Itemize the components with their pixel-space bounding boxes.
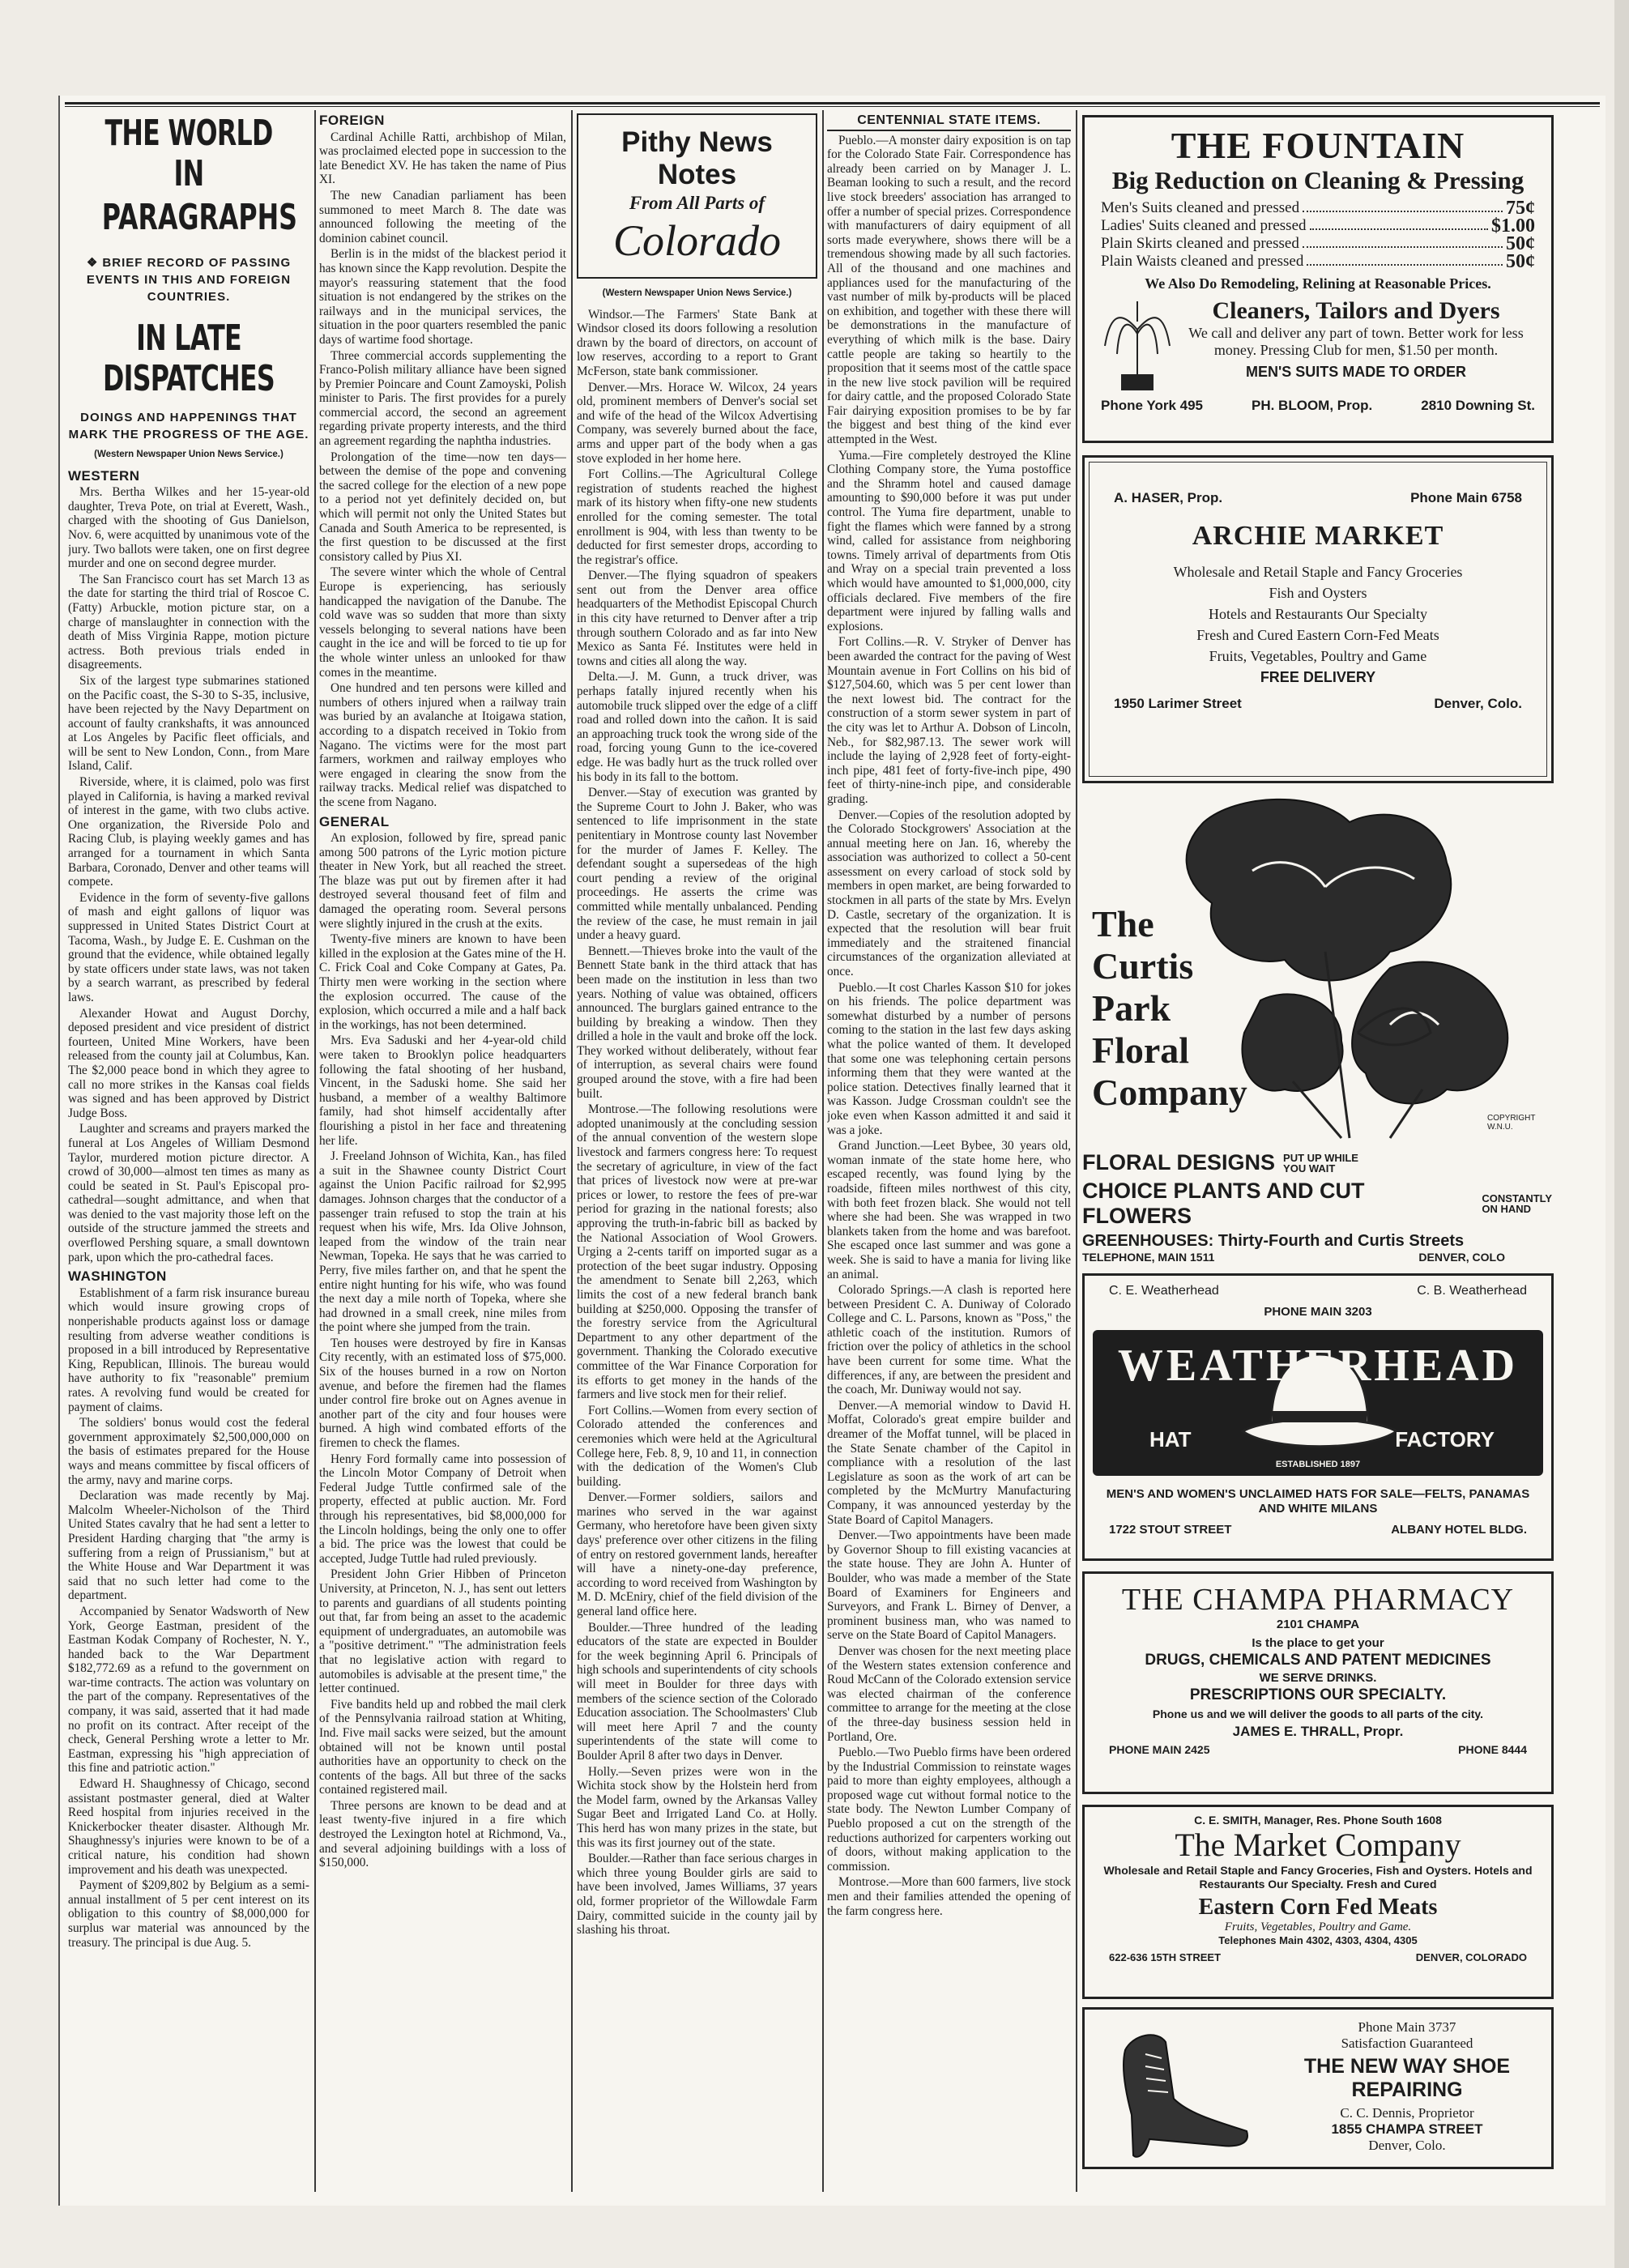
- article-paragraph: Delta.—J. M. Gunn, a truck driver, was perhaps fatally injured recently when his automobile truck slipped over the edge of a cliff road and rolled down into the cañon. It is said an approaching truck took the wrong side of the road, forcing young Gunn to the ice-covered edge. He was badly hurt as the truck rolled over his body in its fall to the bottom.: [577, 670, 817, 784]
- curtis-word: The: [1092, 903, 1154, 944]
- leader-dots: [1303, 199, 1503, 212]
- centennial-articles: [827, 134, 1071, 1919]
- leader-dots: [1310, 217, 1488, 230]
- article-paragraph: The soldiers' bonus would cost the federal government approximately $2,500,000,000 on the basis of estimates prepared for the House ways and means committee by fiscal officers of the army, navy and marine corps.: [68, 1416, 309, 1487]
- fountain-price-list: [1085, 194, 1551, 271]
- champa-line: Is the place to get your: [1252, 1636, 1384, 1650]
- article-paragraph: Pueblo.—Two Pueblo firms have been ordered by the Industrial Commission to reinstate wages paid to more than eighty employees, although a proposed wage cut without formal notice to the state body. The Newton Lumber Company of Pueblo proposed a cut on the strength of the reductions authorized for carpenters working out of doors, without making application to the commission.: [827, 1746, 1071, 1874]
- price-label: Plain Skirts cleaned and pressed: [1101, 235, 1299, 252]
- ad-archie-market: [1082, 455, 1554, 783]
- champa-prop: JAMES E. THRALL, Propr.: [1232, 1724, 1404, 1739]
- ad-market-company: [1082, 1805, 1554, 1999]
- price-label: Men's Suits cleaned and pressed: [1101, 199, 1300, 216]
- article-paragraph: Denver.—Stay of execution was granted by the Supreme Court to John J. Baker, who was sentenced to life imprisonment in the state penitentiary in Montrose county last November for the murder of James F. Kelley. The defendant sought a supersedeas of the high court pending a review of the original proceedings. He asserts the crime was committed while mentally unbalanced. Pending the review of the case, he must remain in jail under a heavy guard.: [577, 786, 817, 943]
- curtis-word: Park: [1092, 987, 1171, 1029]
- article-paragraph: Grand Junction.—Leet Bybee, 30 years old, woman inmate of the state home here, who escaped recently, was found lying by the roadside, fifteen miles northwest of this city, with both feet frozen black. She would not tell where she had been. She was wrapped in two blankets taken from the home and was barefoot. She escaped once last summer and was gone a week. She is said to have a mania for living like an animal.: [827, 1139, 1071, 1281]
- article-paragraph: Montrose.—More than 600 farmers, live stock men and their families attended the opening of the farm congress here.: [827, 1875, 1071, 1918]
- pithy-news-box: [577, 113, 817, 279]
- column-foreign-general: [319, 113, 566, 2195]
- curtis-signature: COPYRIGHT W.N.U.: [1487, 1114, 1536, 1132]
- article-paragraph: Pueblo.—A monster dairy exposition is on tap for the Colorado State Fair. Correspondence has already been carried on by Manager J. L. Beaman looking to such a result, and the record live stock breeders' association has arranged to offer a number of special prizes. Correspondence with manufacturers of dairy equipment of all sorts made everywhere, shows there will be a tremendous showing made by all such factories. All of the thousand and one machines and appliances used for the manufacturing of the vast number of milk by-products will be placed on exhibition, and together with these there will be demonstrations in the manufacture of everything of which milk is the base. Dairy cattle people are taking so heartily to the proposition that it seems most of the cattle space in the new live stock pavilion will be required for dairy cattle, and the proposed Colorado State Fair dairying exposition promises to be by far the biggest and best thing of the kind ever attempted in the West.: [827, 133, 1071, 447]
- pithy-subtitle: From All Parts of: [629, 193, 765, 213]
- article-paragraph: Boulder.—Three hundred of the leading educators of the state are expected in Boulder for the week beginning April 6. Principals of high schools and superintendents of city schools will meet in Boulder for three days with members of the science section of the Colorado Education association. The Schoolmasters' Club will meet here April 7 and the county superintendents of the state will come to Boulder April 8 after two days in Denver.: [577, 1620, 817, 1763]
- market-fruits: Fruits, Vegetables, Poultry and Game.: [1224, 1921, 1412, 1933]
- column-rule: [1076, 110, 1077, 2192]
- masthead-late-dispatches: IN LATE DISPATCHES: [103, 318, 275, 399]
- article-paragraph: Five bandits held up and robbed the mail clerk of the Pennsylvania railroad station at Whiting, Ind. Five mail sacks were seized, but the amount obtained will not be known until postal authorities have an opportunity to check on the contents of the bags. All but three of the sacks contained registered mail.: [319, 1697, 566, 1797]
- market-meats: Eastern Corn Fed Meats: [1198, 1895, 1438, 1920]
- masthead-subhead: ❖ BRIEF RECORD OF PASSING EVENTS IN THIS AND FOREIGN COUNTRIES.: [86, 256, 292, 304]
- shoe-title: THE NEW WAY SHOE: [1303, 2055, 1511, 2078]
- article-paragraph: Denver.—Mrs. Horace W. Wilcox, 24 years old, prominent members of Denver's social set and wife of the head of the Wilcox Advertising Company, was severely burned about the face, arms and upper part of the body when a gas stove exploded in her home here.: [577, 380, 817, 466]
- fountain-price-row: [1101, 199, 1535, 217]
- fountain-phone: Phone York 495: [1101, 398, 1203, 413]
- masthead-line-2: PARAGRAPHS: [101, 197, 297, 238]
- general-articles: [319, 831, 566, 1870]
- section-heading-washington: WASHINGTON: [68, 1268, 167, 1285]
- column-rule: [314, 110, 316, 2192]
- champa-title: THE CHAMPA PHARMACY: [1121, 1583, 1515, 1617]
- price-label: Plain Waists cleaned and pressed: [1101, 253, 1304, 270]
- article-paragraph: Henry Ford formally came into possession of the Lincoln Motor Company of Detroit when Federal Judge Tuttle confirmed sale of the property, effected at public auction. Mr. Ford through his representatives, bid $8,000,000 for the Lincoln holdings, being the only one to offer a bid. The price was the lowest that could be accepted, Judge Tuttle had ruled previously.: [319, 1452, 566, 1566]
- fountain-body: We call and deliver any part of town. Better work for less money. Pressing Club for men, $1.50 per month.: [1188, 325, 1524, 358]
- shoe-title-2: REPAIRING: [1351, 2078, 1463, 2101]
- shoe-city: Denver, Colo.: [1368, 2138, 1446, 2153]
- weatherhead-logo-text: WEATHERHEAD: [1117, 1341, 1519, 1391]
- fountain-prop: PH. BLOOM, Prop.: [1252, 398, 1373, 413]
- article-paragraph: The San Francisco court has set March 13 as the date for starting the third trial of Roscoe C. (Fatty) Arbuckle, motion picture star, on a charge of manslaughter in connection with the death of Miss Virginia Rappe, motion picture actress. Both previous trials ended in disagreements.: [68, 572, 309, 672]
- column-world-in-paragraphs: [68, 113, 309, 2195]
- market-manager: C. E. SMITH, Manager, Res. Phone South 1608: [1194, 1814, 1442, 1827]
- article-paragraph: Denver.—A memorial window to David H. Moffat, Colorado's great empire builder and dreamer of the Moffat tunnel, will be placed in the State Senate chamber of the Capitol in compliance with a resolution of the last Legislature as soon as the work of art can be completed by the McMurtry Manufacturing Company, it was announced yesterday by the State Board of Capitol Managers.: [827, 1398, 1071, 1527]
- article-paragraph: Payment of $209,802 by Belgium as a semi-annual installment of 5 per cent interest on its obligation to this country of $8,000,000 for surplus war material was announced by the treasury. The principal is due Aug. 5.: [68, 1878, 309, 1950]
- article-paragraph: Evidence in the form of seventy-five gallons of mash and eight gallons of liquor was suppressed in United States District Court at Tacoma, Wash., by Judge E. E. Cushman on the ground that the evidence, while obtained legally by state officers under state laws, was not taken by a search warrant, as prescribed by federal laws.: [68, 890, 309, 1004]
- article-paragraph: President John Grier Hibben of Princeton University, at Princeton, N. J., has sent out letters to parents and guardians of all students pointing out that, far from being an asset to the academic equipment of undergraduates, an automobile was a "positive detriment." "The administration feels that no legislative action with regard to automobiles is advisable at the present time," the letter continued.: [319, 1567, 566, 1696]
- weatherhead-hats-for-sale: MEN'S AND WOMEN'S UNCLAIMED HATS FOR SALE—FELTS, PANAMAS AND WHITE MILANS: [1106, 1487, 1530, 1516]
- washington-articles: [68, 1286, 309, 1950]
- article-paragraph: Boulder.—Rather than face serious charges in which three young Boulder girls are said to have been involved, James Williams, 37 years old, former proprietor of the Willowdale Farm Dairy, committed suicide in the county jail by slashing his throat.: [577, 1852, 817, 1938]
- price-label: Ladies' Suits cleaned and pressed: [1101, 217, 1307, 234]
- fountain-icon: [1101, 297, 1174, 394]
- fountain-title: THE FOUNTAIN: [1171, 125, 1465, 166]
- ad-the-fountain: [1082, 115, 1554, 443]
- archie-city: Denver, Colo.: [1434, 696, 1522, 711]
- weatherhead-right: C. B. Weatherhead: [1417, 1284, 1527, 1298]
- article-paragraph: Riverside, where, it is claimed, polo was first played in California, is having a marked revival of interest in the game, with two clubs active. One organization, the Riverside Polo and Racing Club, is playing weekly games and has arranged for a tournament in which Santa Barbara, Coronado, Denver and other teams will compete.: [68, 775, 309, 889]
- champa-prescriptions: PRESCRIPTIONS OUR SPECIALTY.: [1189, 1686, 1447, 1703]
- article-paragraph: Edward H. Shaughnessy of Chicago, second assistant postmaster general, died at Walter Reed hospital from injuries received in the Knickerbocker theater disaster. Although Mr. Shaughnessy's injuries were known to be of a critical nature, his condition had shown improvement and his death was unexpected.: [68, 1777, 309, 1877]
- weatherhead-bldg: ALBANY HOTEL BLDG.: [1391, 1523, 1527, 1537]
- fountain-cleaners: Cleaners, Tailors and Dyers: [1212, 297, 1500, 324]
- section-heading-foreign: FOREIGN: [319, 113, 385, 128]
- curtis-word: Floral: [1092, 1030, 1190, 1071]
- article-paragraph: An explosion, followed by fire, spread panic among 500 patrons of the Lyric motion picture theater in New York, but all reached the street. The blaze was put out by firemen after it had destroyed several thousand feet of film and damaged the operating room. Several persons were slightly injured in the crush at the exits.: [319, 831, 566, 931]
- article-paragraph: Colorado Springs.—A clash is reported here between President C. A. Duniway of Colorado College and C. L. Parsons, known as "Poss," the athletic coach of the institution. Rumors of friction over the policy of athletics in the school have been current for some time. What the differences, if any, are between the president and the coach, Mr. Duniway would not say.: [827, 1283, 1071, 1397]
- market-addr: 622-636 15TH STREET: [1109, 1951, 1222, 1963]
- wire-credit: (Western Newspaper Union News Service.): [602, 288, 792, 298]
- curtis-floral-designs: FLORAL DESIGNS: [1082, 1150, 1276, 1174]
- article-paragraph: Denver.—The flying squadron of speakers sent out from the Denver area office headquarters of the Methodist Episcopal Church in this city have returned to Denver after a trip through southern Colorado and as far into New Mexico as Santa Fé. Institutes were held in towns and cities all along the way.: [577, 569, 817, 668]
- fountain-price-row: [1101, 217, 1535, 235]
- archie-prop: A. HASER, Prop.: [1114, 490, 1223, 505]
- masthead-subhead-2: DOINGS AND HAPPENINGS THAT MARK THE PROGRESS OF THE AGE.: [68, 411, 309, 441]
- article-paragraph: Three persons are known to be dead and at least twenty-five injured in a fire which destroyed the Lexington hotel at Richmond, Va., and several adjoining buildings with a loss of $150,000.: [319, 1798, 566, 1870]
- article-paragraph: Establishment of a farm risk insurance bureau which would insure growing crops of nonperishable products against loss or damage resulting from adverse weather conditions is proposed in a bill introduced by Representative King, Republican, Illinois. The bureau would have authority to fix "reasonable" premium rates. A revolving fund would be created for payment of claims.: [68, 1285, 309, 1414]
- market-title: The Market Company: [1175, 1827, 1461, 1863]
- article-paragraph: Six of the largest type submarines stationed on the Pacific coast, the S-30 to S-35, inclusive, have been rejected by the Navy Department on account of faulty crankshafts, it was announced at Los Angeles by Pacific fleet officials, and will be sent to New London, Conn., from Mare Island, Calif.: [68, 673, 309, 774]
- masthead-line-1: THE WORLD IN: [104, 113, 273, 194]
- archie-addr: 1950 Larimer Street: [1114, 696, 1242, 711]
- article-paragraph: Three commercial accords supplementing the Franco-Polish military alliance have been signed by Premier Poincare and Count Zamoyski, Polish minister to Paris. The first provides for a purely commercial accord, the second an agreement regarding private property interests, and the third an agreement regarding the naphtha industries.: [319, 348, 566, 449]
- shoe-icon: [1101, 2018, 1255, 2168]
- weatherhead-phone: PHONE MAIN 3203: [1264, 1305, 1372, 1319]
- article-paragraph: Fort Collins.—R. V. Stryker of Denver has been awarded the contract for the paving of West Mountain avenue in Fort Collins on his bid of $127,504.60, which was 5 per cent lower than the next lowest bid. The contract for the construction of a storm sewer system in part of the city was let to Arthur A. Dobson of Lincoln, Neb., for $82,987.13. The sewer work will include the laying of 2,928 feet of forty-eight-inch pipe, 481 feet of forty-five-inch pipe, 490 feet of thirty-nine-inch pipe, and considerable grading.: [827, 635, 1071, 806]
- fountain-remodel: We Also Do Remodeling, Relining at Reasonable Prices.: [1145, 275, 1491, 292]
- curtis-choice-plants: CHOICE PLANTS AND CUT FLOWERS: [1082, 1179, 1365, 1228]
- shoe-addr: 1855 CHAMPA STREET: [1331, 2121, 1483, 2137]
- page-edge: [1614, 0, 1629, 2268]
- archie-line: Hotels and Restaurants Our Specialty: [1209, 606, 1427, 622]
- weatherhead-addr: 1722 STOUT STREET: [1109, 1523, 1232, 1537]
- article-paragraph: Declaration was made recently by Maj. Malcolm Wheeler-Nicholson of the Third United States cavalry that he had sent a letter to President Harding charging that "the army is suffering from a reign of Prussianism," but at the White House and War Department it was said that no such letter had come to the department.: [68, 1489, 309, 1603]
- article-paragraph: The new Canadian parliament has been summoned to meet March 8. The date was announced following the meeting of the dominion cabinet council.: [319, 188, 566, 245]
- column-rule: [822, 110, 824, 2192]
- pithy-articles: [577, 308, 817, 1938]
- article-paragraph: Bennett.—Thieves broke into the vault of the Bennett State bank in the third attack that has been made on the institution in less than two years. Nothing of value was obtained, officers announced. The burglars gained entrance to the building by breaking a window. Then they drilled a hole in the vault and broke off the lock. They worked without deliberately, without fear of interruption, as several chairs were found grouped around the stove, with a fire had been built.: [577, 944, 817, 1101]
- article-paragraph: Denver.—Copies of the resolution adopted by the Colorado Stockgrowers' Association at the annual meeting here on Jan. 16, whereby the association was authorized to collect a 50-cent assessment on every carload of stock sold by members in open market, are being forwarded to stockmen in all parts of the state by Mrs. Evelyn D. Castle, secretary of the organization. It is expected that the resolution will bear fruit immediately and the straitened financial circumstances of the organization alleviated at once.: [827, 808, 1071, 979]
- column-pithy-news: [577, 113, 817, 2195]
- article-paragraph: Pueblo.—It cost Charles Kasson $10 for jokes on his friends. The police department was somewhat disturbed by a number of persons coming to the station in the last few days asking what the police wanted of them. It developed that some one was telephoning certain persons informing them that they were wanted at the police station. Detectives finally learned that it was Kasson. Judge Crossman couldn't see the joke even when Kasson admitted it and said it was a joke.: [827, 980, 1071, 1137]
- price-value: 75¢: [1506, 198, 1535, 219]
- article-paragraph: Fort Collins.—The Agricultural College registration of students reached the highest mark of its history when fifty-one new students enrolled for the coming semester. The total enrollment is 904, with less than twenty to be deducted for first semester drops, according to the registrar's office.: [577, 467, 817, 567]
- price-value: 50¢: [1506, 233, 1535, 254]
- article-paragraph: Denver.—Two appointments have been made by Governor Shoup to fill existing vacancies at the state house. They are John A. Hunter of Boulder, who was made a member of the State Board of Examiners for Engineers and Surveyors, and Frank L. Birney of Denver, a prominent business man, who was named to serve on the State Board of Capitol Managers.: [827, 1528, 1071, 1643]
- article-paragraph: Yuma.—Fire completely destroyed the Kline Clothing Company store, the Yuma postoffice and the Shramm hotel and caused damage amounting to $90,000 before it was put under control. The Yuma fire department, unable to fight the flames which were fanned by a strong wind, called for assistance from neighboring towns. Timely arrival of departments from Otis and Wray on a special train prevented a loss which would have amounted to $1,000,000, city officials declared. Five members of the fire department were injured by falling walls and explosions.: [827, 448, 1071, 633]
- western-articles: [68, 485, 309, 1264]
- champa-drinks: WE SERVE DRINKS.: [1259, 1671, 1377, 1685]
- foreign-articles: [319, 130, 566, 810]
- fountain-subtitle: Big Reduction on Cleaning & Pressing: [1111, 166, 1525, 194]
- section-heading-general: GENERAL: [319, 813, 390, 829]
- fountain-price-row: [1101, 253, 1535, 271]
- archie-phone: Phone Main 6758: [1410, 490, 1522, 505]
- article-paragraph: One hundred and ten persons were killed and numbers of others injured when a railway train was buried by an avalanche at Itoigawa station, according to a dispatch received in Tokio from Nagano. The victims were for the most part farmers, workmen and railway employes who were engaged in clearing the snow from the railway tracks. Medical relief was dispatched to the scene from Nagano.: [319, 681, 566, 809]
- column-rule: [571, 110, 573, 2192]
- ad-curtis-park-floral: [1082, 790, 1554, 1276]
- price-value: $1.00: [1491, 215, 1535, 237]
- fountain-addr: 2810 Downing St.: [1421, 398, 1535, 413]
- column-centennial-state: [827, 113, 1071, 2195]
- article-paragraph: Twenty-five miners are known to have been killed in the explosion at the Gates mine of the H. C. Frick Coal and Coke Company at Gates, Pa. Thirty men were working in the section where the explosion occurred. The cause of the explosion, which occurred a mile and a half back in the workings, has not been determined.: [319, 932, 566, 1032]
- champa-phone-2: PHONE 8444: [1458, 1743, 1527, 1756]
- champa-addr: 2101 CHAMPA: [1276, 1618, 1360, 1631]
- fountain-order: MEN'S SUITS MADE TO ORDER: [1246, 364, 1466, 380]
- price-value: 50¢: [1506, 251, 1535, 272]
- section-heading-centennial: CENTENNIAL STATE ITEMS.: [827, 113, 1071, 131]
- article-paragraph: Mrs. Eva Saduski and her 4-year-old child were taken to Brooklyn police headquarters following the fatal shooting of her husband, Vincent, in the Saduski home. She said her husband, a member of a wealthy Baltimore family, had shot himself accidentally after flourishing a pistol in her face and threatening her life.: [319, 1034, 566, 1148]
- article-paragraph: Laughter and screams and prayers marked the funeral at Los Angeles of William Desmond Taylor, murdered motion picture director. A crowd of 30,000—almost ten times as many as could be seated in St. Paul's Episcopal pro-cathedral—sought admittance, and when that was denied to the vast majority those left on the outside of the structure jammed the streets and overflowed Pershing square, a small downtown park, upon which the pro-cathedral faces.: [68, 1122, 309, 1264]
- weatherhead-established: ESTABLISHED 1897: [1275, 1460, 1361, 1469]
- article-paragraph: Alexander Howat and August Dorchy, deposed president and vice president of district fourteen, United Mine Workers, have been released from the county jail at Columbus, Kan. The $2,000 peace bond in which they agree to call no more strikes in the Kansas coal fields was signed and has been approved by District Judge Boss.: [68, 1006, 309, 1120]
- curtis-city: DENVER, COLO: [1418, 1251, 1505, 1264]
- wire-credit: (Western Newspaper Union News Service.): [94, 450, 284, 459]
- article-paragraph: Mrs. Bertha Wilkes and her 15-year-old daughter, Treva Pote, on trial at Everett, Wash., charged with the shooting of Gus Danielson, Nov. 6, were acquitted by unanimous vote of the jury. Two ballots were taken, one on first degree murder and one on second degree murder.: [68, 485, 309, 571]
- pithy-title: Pithy News Notes: [621, 126, 773, 190]
- market-city: DENVER, COLORADO: [1415, 1951, 1527, 1963]
- curtis-constantly: CONSTANTLY ON HAND: [1482, 1192, 1552, 1215]
- article-paragraph: Denver.—Former soldiers, sailors and marines who served in the war against Germany, who heretofore have been given sixty days' preference over other citizens in the filing of entry on restored government lands, hereafter will have a ninety-one-day preference, according to word received from Washington by M. D. McEniry, chief of the field division of the general land office here.: [577, 1490, 817, 1619]
- article-paragraph: Accompanied by Senator Wadsworth of New York, George Eastman, president of the Eastman Kodak Company of Rochester, N. Y., handed back to the War Department $182,772.69 as a refund to the government on war-time contracts. The action was voluntary on the part of the company. Representatives of the company, it was said, asserted that it had made no profit on its contract. After receipt of the check, General Pershing wrote a letter to Mr. Eastman, expressing his "high appreciation of this fine and patriotic action.": [68, 1604, 309, 1776]
- ad-champa-pharmacy: [1082, 1571, 1554, 1794]
- article-paragraph: Fort Collins.—Women from every section of Colorado attended the conferences and ceremonies which were held at the Agricultural College here, Feb. 8, 9, 10 and 11, in connection with the dedication of the Women's Club building.: [577, 1403, 817, 1489]
- pithy-colorado: Colorado: [612, 216, 782, 265]
- shoe-prop: C. C. Dennis, Proprietor: [1340, 2105, 1474, 2121]
- article-paragraph: Montrose.—The following resolutions were adopted unanimously at the concluding session of the annual convention of the western slope livestock and farmers congress here: To request the secretary of agriculture, in view of the fact that prices of livestock now were at pre-war prices or lower, to restore the fees of pre-war period for grazing in the national forests; also approving the truth-in-fabric bill as backed by the National Association of Wool Growers. Urging a 2-cents tariff on imported sugar as a protection of the beet sugar industry. Opposing the amendment to Senate bill 2,263, which limits the cost of a new federal branch bank building at $250,000. Opposing the transfer of the forestry service from the Agricultural Department to any other department of the government. Thanking the Colorado executive committee of the War Finance Corporation for its efforts to get money in the hands of the farmers and live stock men for their relief.: [577, 1102, 817, 1402]
- fountain-footer: [1085, 394, 1551, 417]
- market-telephones: Telephones Main 4302, 4303, 4304, 4305: [1218, 1934, 1418, 1946]
- fountain-price-row: [1101, 235, 1535, 253]
- archie-free-delivery: FREE DELIVERY: [1260, 669, 1376, 685]
- article-paragraph: J. Freeland Johnson of Wichita, Kan., has filed a suit in the Shawnee county District Court against the Union Pacific railroad for $2,995 damages. Johnson charges that the conductor of a passenger train refused to stop the train at his request when his wife, Mrs. Ida Olive Johnson, leaped from the window of the train near Newman, Topeka. He says that he was carried to Perry, five miles farther on, and that he spent the entire night hunting for his wife, who was found the next day a mile north of Topeka, where she had drowned in a small creek, nine miles from the point where she jumped from the train.: [319, 1149, 566, 1335]
- leader-dots: [1303, 235, 1503, 248]
- archie-line: Fresh and Cured Eastern Corn-Fed Meats: [1196, 627, 1439, 643]
- archie-line: Fish and Oysters: [1269, 585, 1367, 601]
- section-heading-western: WESTERN: [68, 467, 140, 484]
- top-rule: [65, 102, 1600, 107]
- article-paragraph: Berlin is in the midst of the blackest period it has known since the Kapp revolution. Despite the mayor's reassuring statement that the food situation is not endangered by the strikes on the railways and in the municipal services, the situation in the poor quarters resembled the panic days of wartime food shortage.: [319, 247, 566, 347]
- champa-delivery: Phone us and we will deliver the goods to all parts of the city.: [1152, 1707, 1484, 1720]
- article-paragraph: Ten houses were destroyed by fire in Kansas City recently, with an estimated loss of $75,000. Six of the houses burned in a row on Norton avenue, and before the firemen had the flames under control fire broke out on Agnes avenue in another part of the city and four houses were burned. A high wind combated efforts of the firemen to check the flames.: [319, 1336, 566, 1451]
- weatherhead-logo: [1093, 1322, 1543, 1484]
- champa-phone-1: PHONE MAIN 2425: [1109, 1743, 1210, 1756]
- market-wholesale: Wholesale and Retail Staple and Fancy Groceries, Fish and Oysters. Hotels and Restaurants Our Specialty. Fresh and Cured: [1103, 1864, 1533, 1891]
- article-paragraph: Cardinal Achille Ratti, archbishop of Milan, was proclaimed elected pope in succession to the late Benedict XV. He has taken the name of Pius XI.: [319, 130, 566, 187]
- article-paragraph: Holly.—Seven prizes were won in the Wichita stock show by the Holstein herd from the Model farm, owned by the Arkansas Valley Sugar Beet and Irrigated Land Co. at Holly. This herd has won many prizes in the state, but this was its first journey out of the state.: [577, 1764, 817, 1850]
- shoe-satisfaction: Satisfaction Guaranteed: [1341, 2036, 1473, 2051]
- article-paragraph: Denver was chosen for the next meeting place of the Western states extension conference and Roud McCann of the Colorado extension service was elected chairman of the conference committee to arrange for the meeting at the close of the three-day business session held in Portland, Ore.: [827, 1643, 1071, 1744]
- shoe-phone: Phone Main 3737: [1358, 2019, 1456, 2035]
- ad-new-way-shoe: [1082, 2007, 1554, 2169]
- leader-dots: [1307, 253, 1503, 266]
- article-paragraph: Prolongation of the time—now ten days—between the demise of the pope and convening the sacred college for the election of a new pope to a period not yet definitely decided on, but which will permit not only the United States but Canada and South America to be represented, is the first question to be discussed at the first consistory called by Pius XI.: [319, 450, 566, 564]
- curtis-telephone: TELEPHONE, MAIN 1511: [1082, 1251, 1215, 1264]
- article-paragraph: The severe winter which the whole of Central Europe is experiencing, has seriously handicapped the navigation of the Danube. The cold wave was so sudden that more than sixty vessels belonging to several nations have been caught in the ice and will be forced to tie up for the whole winter unless an unlooked for thaw comes in the meantime.: [319, 565, 566, 680]
- ad-weatherhead: [1082, 1273, 1554, 1561]
- weatherhead-hat: HAT: [1149, 1427, 1192, 1452]
- curtis-greenhouses: GREENHOUSES: Thirty-Fourth and Curtis Streets: [1082, 1232, 1465, 1250]
- champa-drugs: DRUGS, CHEMICALS AND PATENT MEDICINES: [1145, 1652, 1491, 1669]
- archie-title: ARCHIE MARKET: [1192, 521, 1444, 551]
- weatherhead-left: C. E. Weatherhead: [1109, 1284, 1219, 1298]
- masthead-world: [68, 113, 309, 443]
- archie-line: Wholesale and Retail Staple and Fancy Groceries: [1173, 564, 1463, 580]
- curtis-put-up: PUT UP WHILE YOU WAIT: [1283, 1151, 1358, 1174]
- weatherhead-factory: FACTORY: [1395, 1427, 1495, 1452]
- curtis-word: Curtis: [1092, 945, 1194, 987]
- article-paragraph: Windsor.—The Farmers' State Bank at Windsor closed its doors following a resolution drawn by the board of directors, on account of low reserves, according to a report to Grant McFerson, state bank commissioner.: [577, 307, 817, 378]
- archie-line: Fruits, Vegetables, Poultry and Game: [1209, 648, 1427, 664]
- curtis-word: Company: [1092, 1072, 1247, 1113]
